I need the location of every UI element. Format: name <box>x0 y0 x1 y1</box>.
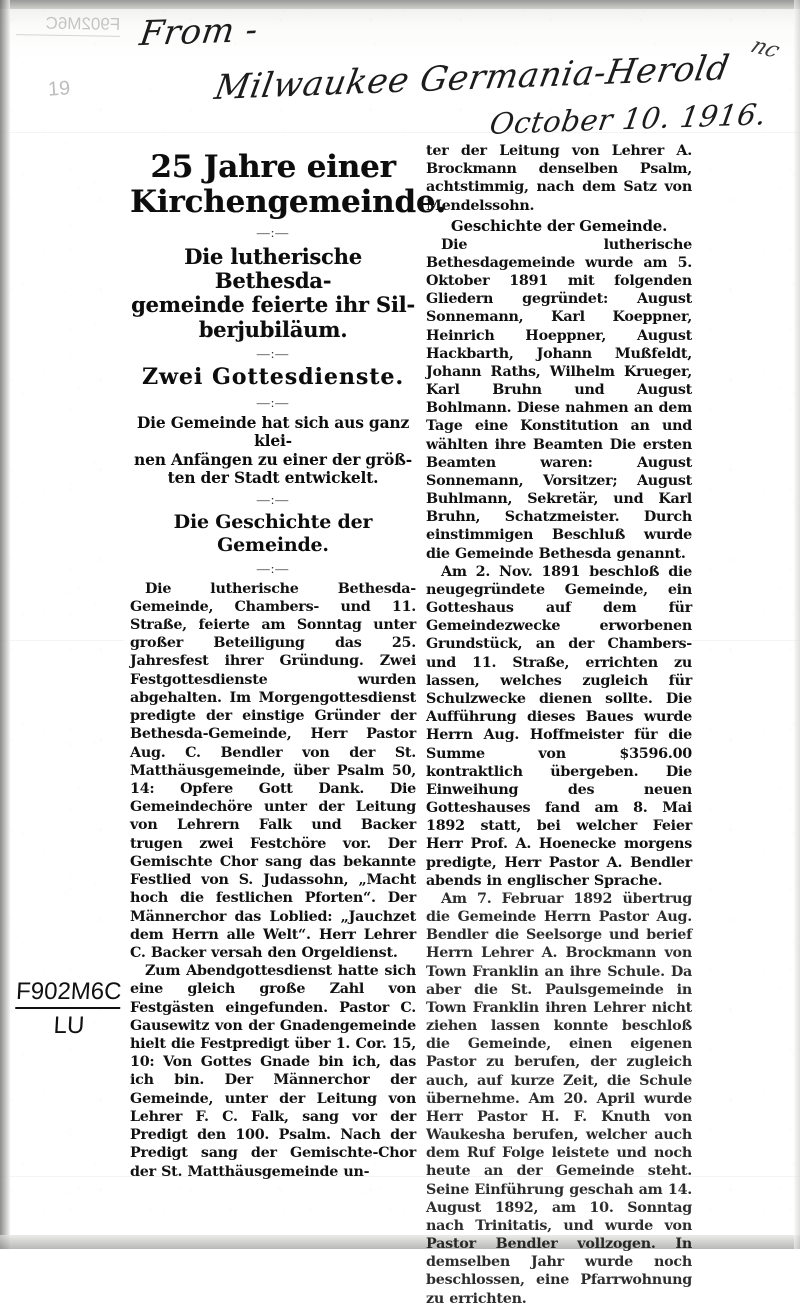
headline-deck-two: Zwei Gottesdienste. <box>141 364 405 391</box>
deck-one-line-3: berjubiläum. <box>198 316 348 342</box>
headline-deck-one <box>130 245 416 342</box>
column-one-body <box>130 580 416 1181</box>
deck-one-line-1: Die lutherische Bethesda- <box>184 243 362 294</box>
ghost-stamp-text: F902M6C <box>16 13 120 37</box>
column-one <box>130 142 446 1181</box>
section-subhead-congregation-history: Geschichte der Gemeinde. <box>450 216 668 235</box>
deck-three-line-2: nen Anfängen zu einer der größ- <box>134 449 412 469</box>
scan-edge-top <box>0 0 800 9</box>
column-two-body <box>426 142 692 215</box>
ghost-number: 19 <box>47 77 71 101</box>
ornament-divider <box>130 493 416 506</box>
ornament-divider <box>130 562 416 575</box>
headline-line-1: 25 Jahre einer <box>150 149 396 185</box>
handwritten-date: October 10. 1916. <box>487 97 770 141</box>
newspaper-clipping <box>124 142 692 1307</box>
paragraph: Am 2. Nov. 1891 beschloß die neugegründete Gemeinde, ein Gotteshaus auf dem für Gemeindezwecke erworbenen Grundstück, an der Chambers- und 11. Straße, errichten zu lassen, welches zugleich für Schulzwecke dienen sollte. Die Aufführung dieses Baues wurde Herrn Aug. Hoffmeister für die Summe von $3596.00 kontraktlich übergeben. Die Einweihung des neuen Gotteshauses fand am 8. Mai 1892 statt, bei welcher Feier Herr Prof. A. Hoenecke morgens predigte, Herr Pastor A. Bendler abends in englischer Sprache. <box>426 563 692 889</box>
headline-deck-three <box>130 414 416 488</box>
paragraph: Die lutherische Bethesdagemeinde wurde am 5. Oktober 1891 mit folgenden Gliedern gegründet: August Sonnemann, Karl Koeppner, Heinrich Hoeppner, August Hackbarth, Johann Mußfeldt, Johann Raths, Wilhelm Krueger, Karl Bruhn und August Bohlmann. Diese nahmen an dem Tage eine Konstitution an und wählten ihre Beamten Die ersten Beamten waren: August Sonnemann, Vorsitzer; August Buhlmann, Sekretär, und Karl Bruhn, Schatzmeister. Durch einstimmigen Beschluß wurde die Gemeinde Bethesda genannt. <box>426 236 692 562</box>
headline-main <box>130 149 446 221</box>
handwritten-from-label: From - <box>137 9 261 55</box>
scan-edge-right <box>794 0 800 1249</box>
deck-three-line-3: ten der Stadt entwickelt. <box>167 468 379 488</box>
ornament-divider <box>130 347 416 360</box>
paragraph: Die lutherische Bethesda-Gemeinde, Chambers- und 11. Straße, feierte am Sonntag unter großer Beteiligung das 25. Jahresfest ihrer Gründung. Zwei Festgottesdienste wurden abgehalten. Im Morgengottesdienst predigte der einstige Gründer der Bethesda-Gemeinde, Herr Pastor Aug. C. Bendler von der St. Matthäusgemeinde, über Psalm 50, 14: Opfere Gott Dank. Die Gemeindechöre unter der Leitung von Lehrern Falk und Backer trugen zwei Festchöre vor. Der Gemischte Chor sang das bekannte Festlied von S. Judassohn, „Macht hoch die festlichen Pforten“. Der Männerchor das Loblied: „Jauchzet dem Herrn alle Welt“. Herr Lehrer C. Backer versah den Orgeldienst. <box>130 580 416 961</box>
ornament-divider <box>130 396 416 409</box>
paragraph-continuation: ter der Leitung von Lehrer A. Brockmann denselben Psalm, achtstimmig, nach dem Satz von Mendelssohn. <box>426 143 692 214</box>
paragraph: Zum Abendgottesdienst hatte sich eine gleich große Zahl von Festgästen eingefunden. Pastor C. Gausewitz von der Gnadengemeinde hielt die Festpredigt über 1. Cor. 15, 10: Von Gottes Gnade bin ich, das ich bin. Der Männerchor der Gemeinde, unter der Leitung von Lehrer F. C. Falk, sang vor der Predigt den 100. Psalm. Nach der Predigt sang der Gemischte-Chor der St. Matthäusgemeinde un- <box>130 963 416 1180</box>
headline-line-2: Kirchengemeinde. <box>130 184 446 221</box>
column-two <box>426 142 692 1308</box>
section-subhead-history: Die Geschichte der Gemeinde. <box>173 510 373 556</box>
scan-edge-left <box>0 0 10 1249</box>
ghost-stamp <box>16 13 121 61</box>
ornament-divider <box>130 226 416 239</box>
call-number-top: F902M6C <box>16 978 123 1009</box>
paragraph: Am 7. Februar 1892 übertrug die Gemeinde Herrn Pastor Aug. Bendler die Seelsorge und berief Herrn Lehrer A. Brockmann von Town Franklin an ihre Schule. Da aber die St. Paulsgemeinde in Town Franklin ihren Lehrer nicht ziehen lassen konnte beschloß die Gemeinde, einen eigenen Pastor zu berufen, der zugleich auch, auf kurze Zeit, die Schule übernehme. Am 20. April wurde Herr Pastor H. F. Knuth von Waukesha berufen, welcher auch dem Ruf Folge leistete und noch heute an der Gemeinde steht. Seine Einführung geschah am 14. August 1892, am 10. Sonntag nach Trinitatis, und wurde von Pastor Bendler vollzogen. In demselben Jahr wurde noch beschlossen, eine Pfarrwohnung zu errichten. <box>426 890 692 1307</box>
deck-one-line-2: gemeinde feierte ihr Sil- <box>131 292 415 318</box>
handwritten-corner-tick: nc <box>746 33 785 64</box>
call-number <box>14 978 124 1040</box>
handwritten-publication: Milwaukee Germania-Herold <box>211 47 733 109</box>
deck-three-line-1: Die Gemeinde hat sich aus ganz klei- <box>136 412 410 451</box>
column-two-body-continued <box>426 236 692 1308</box>
call-number-bottom: LU <box>52 1012 86 1039</box>
